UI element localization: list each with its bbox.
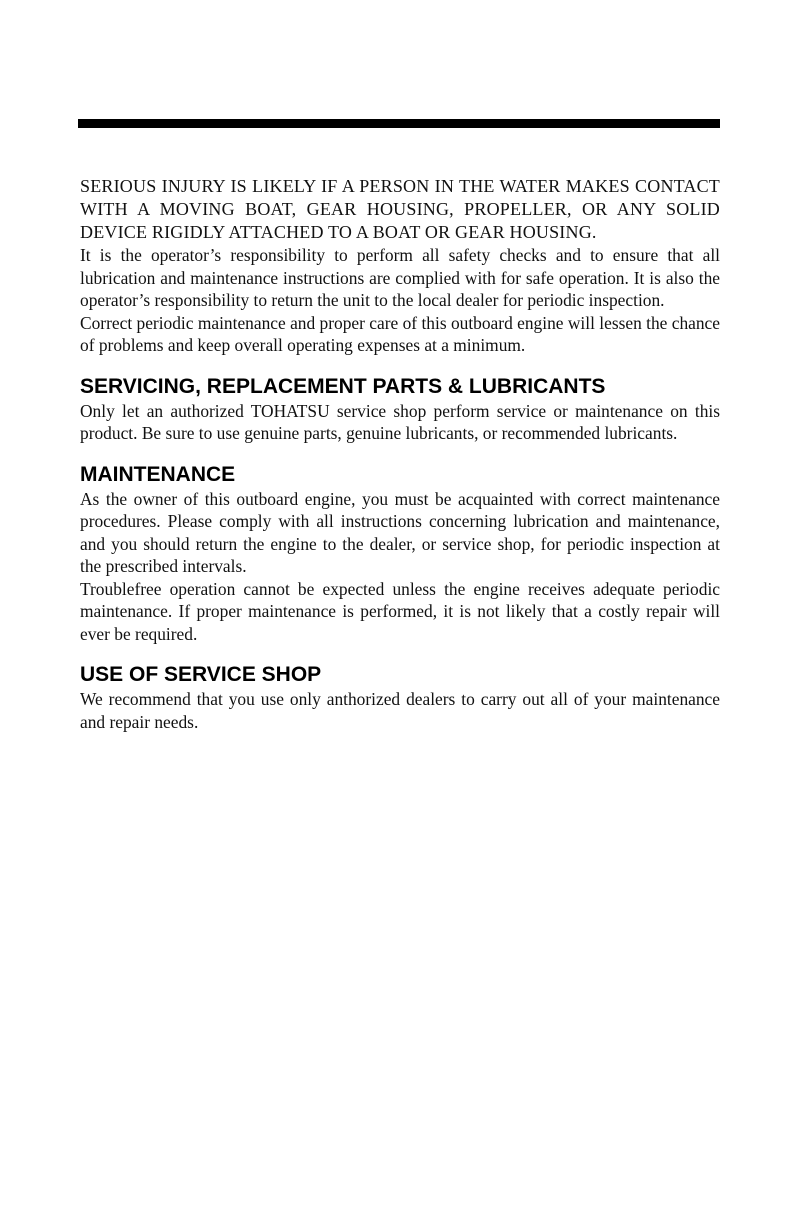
intro-paragraph-2: Correct periodic maintenance and proper care of this outboard engine will lessen the chance of problems and keep overall operating expenses at a minimum. — [80, 312, 720, 355]
intro-paragraph-1: It is the operator’s responsibility to perform all safety checks and to ensure that all lubrication and maintenance instructions are complied with for safe operation. It is also the operator’s responsibility to return the unit to the local dealer for periodic inspection. — [80, 245, 720, 310]
service-shop-paragraph: We recommend that you use only anthorized dealers to carry out all of your maintenance and repair needs. — [80, 689, 720, 732]
maintenance-heading: MAINTENANCE — [80, 462, 236, 486]
page-content — [80, 175, 720, 733]
maintenance-paragraph-1: As the owner of this outboard engine, you must be acquainted with correct maintenance procedures. Please comply with all instructions concerning lubrication and maintenance, and you should return the engine to the dealer, or service shop, for periodic inspection at the prescribed intervals. — [80, 488, 720, 576]
servicing-heading: SERVICING, REPLACEMENT PARTS & LUBRICANTS — [80, 374, 606, 398]
maintenance-paragraph-2: Troublefree operation cannot be expected unless the engine receives adequate periodic maintenance. If proper maintenance is performed, it is not likely that a costly repair will ever be required. — [80, 578, 720, 644]
service-shop-heading: USE OF SERVICE SHOP — [80, 663, 322, 686]
warning-text: SERIOUS INJURY IS LIKELY IF A PERSON IN THE WATER MAKES CONTACT WITH A MOVING BOAT, GEAR HOUSING, PROPELLER, OR ANY SOLID DEVICE RIGIDLY ATTACHED TO A BOAT OR GEAR HOUSING. — [80, 176, 720, 242]
top-rule — [78, 119, 720, 128]
servicing-paragraph: Only let an authorized TOHATSU service shop perform service or maintenance on this product. Be sure to use genuine parts, genuine lubricants, or recommended lubricants. — [80, 400, 720, 443]
